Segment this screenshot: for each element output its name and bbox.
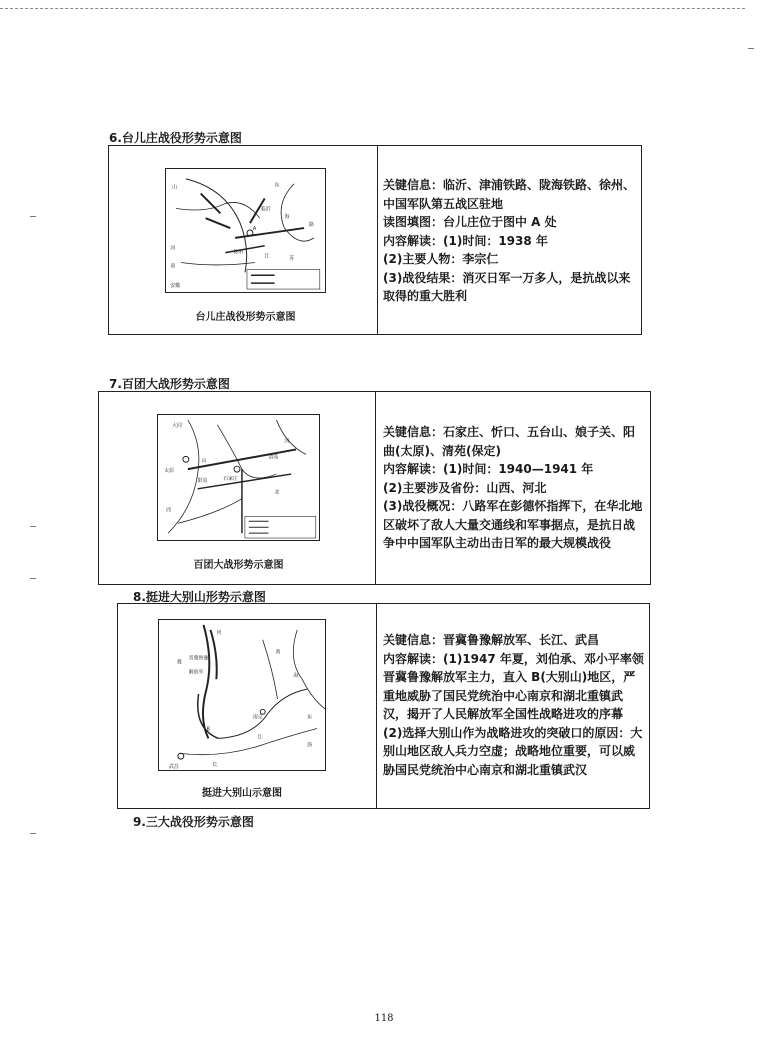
map-label: 长 xyxy=(212,762,218,769)
info-line: (2)选择大别山作为战略进攻的突破口的原因：大 xyxy=(383,725,643,740)
section-6-map-caption: 台儿庄战役形势示意图 xyxy=(195,312,296,323)
map-label: 山 xyxy=(201,458,207,465)
info-line: 胁国民党统治中心南京和湖北重镇武汉 xyxy=(383,762,588,777)
map-label: 冀 xyxy=(176,659,182,666)
margin-mark xyxy=(30,578,36,579)
section-7-info xyxy=(383,423,649,553)
map-label: 南京 xyxy=(252,714,263,721)
page-number: 118 xyxy=(374,1013,394,1024)
info-line: 区破坏了敌人大量交通线和军事据点，是抗日战 xyxy=(383,517,636,532)
margin-mark xyxy=(30,526,36,527)
section-7-divider xyxy=(375,392,376,584)
map-label: 江 xyxy=(257,734,263,741)
info-line: (2)主要涉及省份：山西、河北 xyxy=(383,480,547,495)
map-label: 阳泉 xyxy=(197,477,208,484)
map-label: 西 xyxy=(166,507,172,514)
info-line: 中国军队第五战区驻地 xyxy=(383,196,504,211)
map-label: 太原 xyxy=(164,468,175,475)
section-6-divider xyxy=(377,146,378,334)
taierzhuang-map-drawing xyxy=(166,169,325,292)
margin-mark xyxy=(30,216,36,217)
section-9-title: 9.三大战役形势示意图 xyxy=(133,815,254,829)
info-line: 关键信息：晋冀鲁豫解放军、长江、武昌 xyxy=(383,633,600,647)
map-label: 黄 xyxy=(275,649,281,656)
info-line: 晋冀鲁豫解放军主力，直入 B(大别山)地区，严 xyxy=(383,670,636,684)
map-label: 山 xyxy=(172,184,178,191)
scan-edge-line xyxy=(0,8,745,9)
info-line: 别山地区敌人兵力空虚；战略地位重要，可以威 xyxy=(383,744,636,758)
section-8-map xyxy=(158,619,326,771)
margin-mark xyxy=(30,833,36,834)
map-label: 海 xyxy=(284,214,290,221)
info-line: (2)主要人物：李宗仁 xyxy=(383,252,499,266)
info-line: 曲(太原)、清苑(保定) xyxy=(383,443,501,458)
info-line: 内容解读：(1)时间：1938 年 xyxy=(383,233,548,248)
map-label: 大同 xyxy=(172,422,182,429)
section-8-divider xyxy=(376,604,377,808)
map-label: 临沂 xyxy=(260,206,271,213)
section-7-title: 7.百团大战形势示意图 xyxy=(109,377,230,391)
map-label: 晋冀鲁豫 xyxy=(188,655,209,662)
map-label: 东 xyxy=(307,714,313,721)
info-line: 取得的重大胜利 xyxy=(383,289,468,303)
section-6-title: 6.台儿庄战役形势示意图 xyxy=(109,131,242,145)
info-line: (3)战役结果：消灭日军一万多人，是抗战以来 xyxy=(383,270,631,285)
map-label: 河 xyxy=(284,438,290,445)
section-8-map-caption: 挺进大别山示意图 xyxy=(202,788,282,799)
info-line: 汉，揭开了人民解放军全国性战略进攻的序幕 xyxy=(383,707,624,721)
margin-mark xyxy=(748,48,754,49)
map-label: 海 xyxy=(307,742,313,749)
map-label: 海 xyxy=(293,673,299,680)
map-label: 苏 xyxy=(289,255,295,262)
info-line: 内容解读：(1)1947 年夏，刘伯承、邓小平率领 xyxy=(383,651,644,666)
section-8-title: 8.挺进大别山形势示意图 xyxy=(133,590,266,604)
info-line: 争中中国军队主动出击日军的最大规模战役 xyxy=(383,536,612,550)
map-label: B xyxy=(206,726,210,733)
hundred-regiments-map-drawing xyxy=(158,415,319,540)
map-label: 河 xyxy=(216,629,222,636)
map-label: 石家庄 xyxy=(223,475,238,482)
map-label: 清苑 xyxy=(268,454,279,461)
info-line: 关键信息：石家庄、忻口、五台山、娘子关、阳 xyxy=(383,425,636,439)
map-label: 徐州 xyxy=(233,249,244,256)
section-6-info xyxy=(383,176,639,306)
dabie-mountain-map-drawing xyxy=(159,620,325,770)
map-label: 安徽 xyxy=(170,283,181,290)
info-line: (3)战役概况：八路军在彭德怀指挥下，在华北地 xyxy=(383,499,643,513)
map-label: 解放军 xyxy=(188,669,204,676)
map-label: 北 xyxy=(274,489,280,496)
section-7-map-caption: 百团大战形势示意图 xyxy=(193,560,284,571)
map-label: A xyxy=(252,226,257,233)
map-label: 河 xyxy=(170,245,176,252)
map-label: 武昌 xyxy=(168,764,179,770)
map-label: 江 xyxy=(264,253,270,260)
info-line: 读图填图：台儿庄位于图中 A 处 xyxy=(383,215,557,229)
section-6-map xyxy=(165,168,326,293)
section-8-info xyxy=(383,631,647,779)
section-7-map xyxy=(157,414,320,541)
map-label: 东 xyxy=(274,182,280,189)
info-line: 内容解读：(1)时间：1940—1941 年 xyxy=(383,462,594,476)
map-label: 南 xyxy=(170,263,176,270)
map-label: 路 xyxy=(308,222,314,229)
info-line: 关键信息：临沂、津浦铁路、陇海铁路、徐州、 xyxy=(383,178,636,192)
info-line: 重地威胁了国民党统治中心南京和湖北重镇武 xyxy=(383,688,624,703)
